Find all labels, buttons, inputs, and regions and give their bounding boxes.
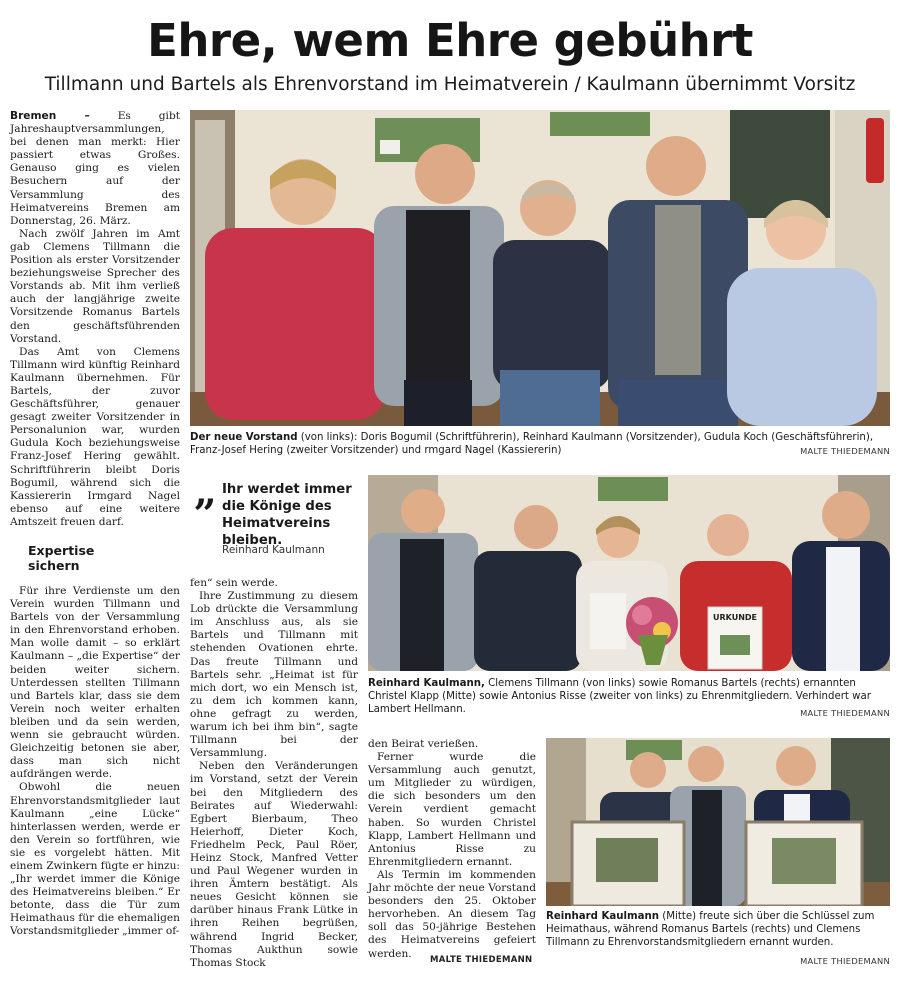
photo-key-handover-caption: Reinhard Kaulmann (Mitte) freute sich über die Schlüssel zum Heimathaus, während Romanus Bartels (rechts) und Clemens Tillmann zu Ehrenvorstandsmitgliedern ernannt wurden.	[546, 911, 875, 948]
article-column-2	[190, 577, 358, 970]
photo-new-board-caption: Der neue Vorstand (von links): Doris Bogumil (Schriftführerin), Reinhard Kaulmann (Vorsitzender), Gudula Koch (Geschäftsführerin), Franz-Josef Hering (zweiter Vorsitzender) und rmgard Nagel (Kassiererin)	[190, 432, 874, 456]
paragraph: Ihre Zustimmung zu diesem Lob drückte die Versammlung im Anschluss aus, als sie Bartels und Tillmann mit stehenden Ovationen ehrte. Das freute Tillmann und Bartels sehr. „Heimat ist für mich dort, wo ein Mensch ist, zu dem ich kommen kann, ohne gefragt zu werden, warum ich bei ihm bin“, sagte Tillmann bei der Versammlung.	[190, 590, 358, 760]
headline: Ehre, wem Ehre gebührt	[147, 14, 753, 67]
photo-honorary-members-caption: Reinhard Kaulmann, Clemens Tillmann (von links) sowie Romanus Bartels (rechts) ernannten Christel Klapp (Mitte) sowie Antonius Risse (zweiter von links) zu Ehrenmitgliedern. Verhindert war Lambert Hellmann.	[368, 678, 871, 715]
paragraph: Das Amt von Clemens Tillmann wird künftig Reinhard Kaulmann übernehmen. Für Bartels, der zuvor Geschäftsführer, genauer gesagt zweiter Vorsitzender in Personalunion war, wurden Gudula Koch beziehungsweise Franz-Josef Hering gewählt. Schriftführerin bleibt Doris Bogumil, während sich die Kassiererin Irmgard Nagel ebenso auf eine weitere Amtszeit freuen darf.	[10, 345, 180, 528]
paragraph: Obwohl die neuen Ehrenvorstandsmitglieder laut Kaulmann „eine Lücke“ hinterlassen werden, werde er den Verein so fortführen, wie sie es vorgelebt hätten. Mit einem Zwinkern fügte er hinzu: „Ihr werdet immer die Könige des Heimatvereins bleiben.“ Er betonte, dass die Tür zum Heimathaus für die ehemaligen Vorstandsmitglieder „immer of-	[10, 781, 180, 938]
article-column-1	[10, 110, 180, 939]
paragraph: Neben den Veränderungen im Vorstand, setzt der Verein bei den Mitgliedern des Beirates auf Wiederwahl: Egbert Bierbaum, Theo Heierhoff, Dieter Koch, Friedhelm Peck, Paul Röer, Heinz Stock, Manfred Vetter und Paul Wegener wurden in ihren Ämtern bestätigt. Als neues Gesicht können sie darüber hinaus Frank Lütke in ihren Reihen begrüßen, während Ingrid Becker, Thomas Aukthun sowie Thomas Stock	[190, 760, 358, 969]
photo-honorary-members	[368, 475, 890, 671]
photo-key-handover-image	[546, 738, 890, 906]
photo-new-board-image	[190, 110, 890, 426]
article-credit: MALTE THIEDEMANN	[430, 955, 533, 965]
dateline: Bremen –	[10, 110, 90, 122]
certificate-label: URKUNDE	[713, 613, 758, 622]
photo-credit: MALTE THIEDEMANN	[800, 708, 890, 718]
paragraph: fen“ sein werde.	[190, 577, 278, 589]
subheadline: Tillmann und Bartels als Ehrenvorstand im Heimatverein / Kaulmann übernimmt Vorsitz	[44, 74, 856, 95]
quote-author: Reinhard Kaulmann	[222, 544, 325, 556]
pull-quote	[190, 468, 360, 574]
photo-key-handover	[546, 738, 890, 906]
quote-mark-icon: „	[194, 468, 218, 515]
section-subtitle: Expertise sichern	[28, 543, 95, 573]
quote-text: Ihr werdet immer die Könige des Heimatvereins bleiben.	[222, 482, 352, 548]
paragraph: Nach zwölf Jahren im Amt gab Clemens Tillmann die Position als erster Vorsitzender beziehungsweise Sprecher des Vorstands ab. Mit ihm verließ auch der langjährige zweite Vorsitzende Romanus Bartels den geschäftsführenden Vorstand.	[10, 227, 180, 345]
paragraph: den Beirat verießen.	[368, 738, 479, 750]
photo-credit: MALTE THIEDEMANN	[800, 956, 890, 966]
photo-honorary-members-image	[368, 475, 890, 671]
article-column-3	[368, 738, 536, 961]
paragraph: Für ihre Verdienste um den Verein wurden Tillmann und Bartels von der Versammlung in den Ehrenvorstand erhoben. Man wolle damit – so erklärt Kaulmann – „die Expertise“ der beiden weiter sichern. Unterdessen stellten Tillmann und Bartels klar, dass sie dem Verein noch weiter erhalten bleiben und da sein werden, wenn sie gebraucht würden. Gleichzeitig betonen sie aber, dass man sich nicht aufdrängen werde.	[10, 585, 180, 781]
paragraph: Ferner wurde die Versammlung auch genutzt, um Mitglieder zu würdigen, die sich besonders um den Verein verdient gemacht haben. So wurden Christel Klapp, Lambert Hellmann und Antonius Risse zu Ehrenmitgliedern ernannt.	[368, 751, 536, 868]
photo-new-board	[190, 110, 890, 426]
photo-credit: MALTE THIEDEMANN	[800, 446, 890, 456]
paragraph: Als Termin im kommenden Jahr möchte der neue Vorstand besonders den 25. Oktober hervorheben. An diesem Tag soll das 50-jährige Bestehen des Heimatvereins gefeiert werden.	[368, 868, 536, 960]
paragraph: Bremen – Es gibt Jahreshauptversammlungen, bei denen man merkt: Hier passiert etwas Großes. Genauso ging es vielen Besuchern auf der Versammlung des Heimatvereins Bremen am Donnerstag, 26. März.	[10, 110, 180, 227]
